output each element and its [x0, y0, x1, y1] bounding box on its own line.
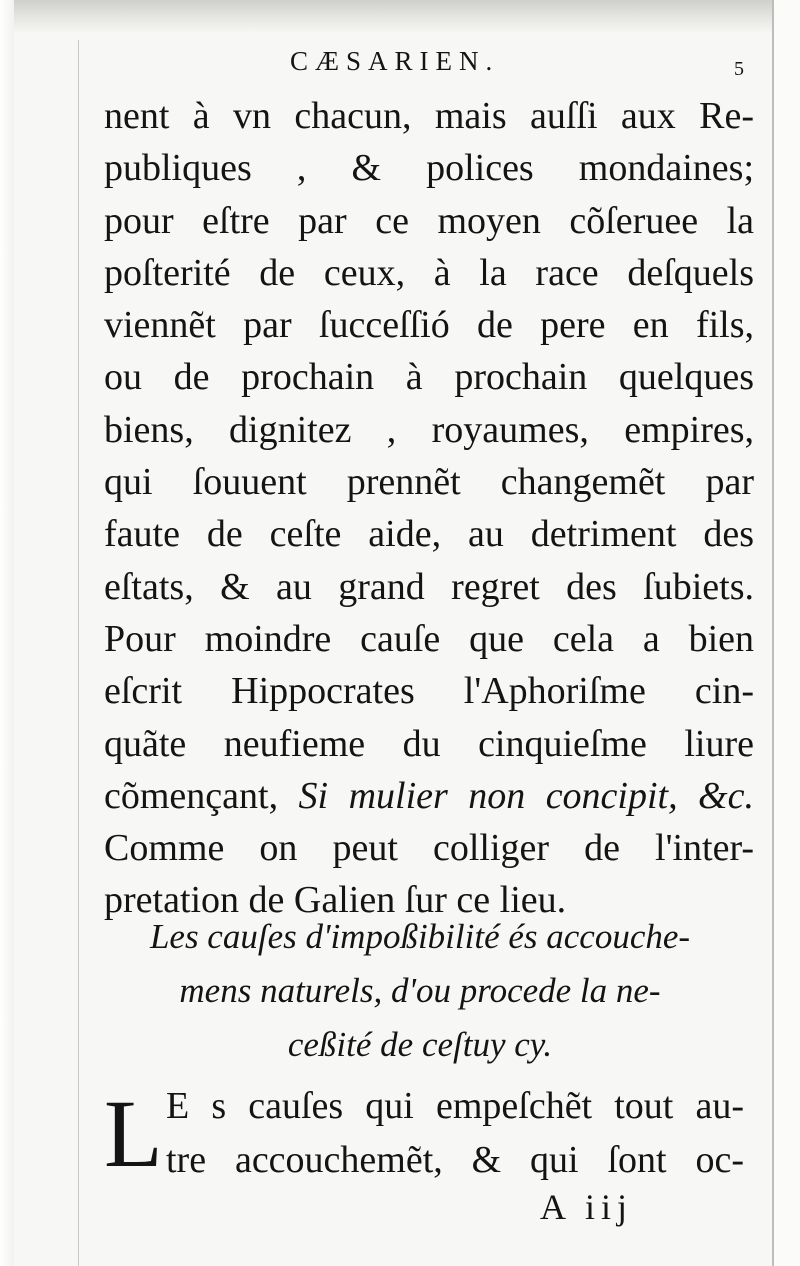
scan-shadow-top: [0, 0, 800, 34]
text-line: pretation de Galien ſur ce lieu.: [104, 879, 567, 922]
body-paragraph: [104, 90, 754, 927]
gutter-line: [78, 40, 79, 1266]
latin-quote: Si mulier non concipit, &c.: [298, 774, 754, 817]
text-line: Pour moindre cauſe que cela a bien: [104, 617, 754, 660]
page-number: 5: [734, 58, 744, 80]
text-line: eſtats, & au grand regret des ſubiets.: [104, 565, 754, 608]
text-line: biens, dignitez , royaumes, empires,: [104, 408, 754, 451]
text-line: publiques , & polices mondaines;: [104, 147, 754, 190]
drop-cap: L: [104, 1080, 163, 1187]
text-line: poſterité de ceux, à la race deſquels: [104, 251, 754, 294]
text-line-with-latin-quote: [104, 770, 754, 822]
section-heading: [100, 910, 740, 1072]
text-line: faute de ceſte aide, au detriment des: [104, 513, 754, 556]
text-line: qui ſouuent prennẽt changemẽt par: [104, 461, 754, 504]
text-line: eſcrit Hippocrates l'Aphoriſme cin-: [104, 670, 754, 713]
heading-line: ceßité de ceſtuy cy.: [287, 1025, 553, 1064]
signature-mark: A iij: [540, 1187, 634, 1227]
heading-line: mens naturels, d'ou procede la ne-: [179, 971, 661, 1010]
text-line: quãte neufieme du cinquieſme liure: [104, 722, 754, 765]
scan-edge-left: [0, 0, 14, 1266]
right-margin: [774, 0, 800, 1266]
text-line: viennẽt par ſucceſſió de pere en fils,: [104, 304, 754, 347]
text-line: ou de prochain à prochain quelques: [104, 356, 754, 399]
heading-line: Les cauſes d'impoßibilité és accouche-: [149, 917, 691, 956]
text-line: tre accouchemẽt, & qui ſont oc-: [166, 1139, 744, 1181]
text-line: pour eſtre par ce moyen cõſeruee la: [104, 199, 754, 242]
running-head: CÆSARIEN.: [290, 46, 500, 76]
text-line: nent à vn chacun, mais auſſi aux Re-: [104, 95, 754, 137]
text-line: E s cauſes qui empeſchẽt tout au-: [166, 1085, 744, 1127]
text-roman: cõmençant,: [104, 774, 299, 817]
text-line: Comme on peut colliger de l'inter-: [104, 827, 754, 870]
